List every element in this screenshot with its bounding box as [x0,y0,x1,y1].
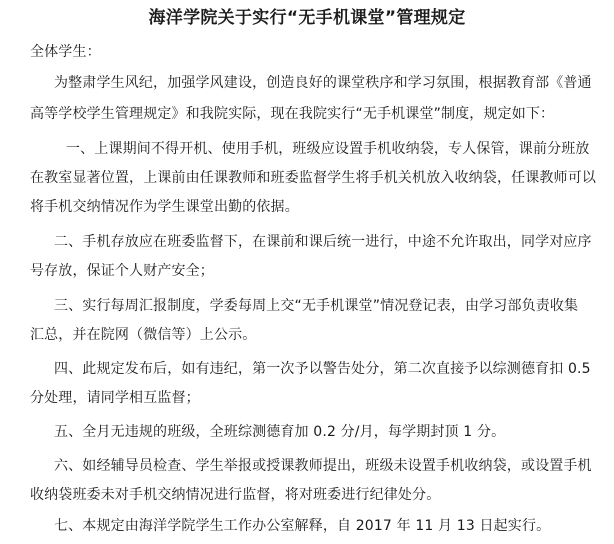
rule-1-line-2: 在教室显著位置，上课前由任课教师和班委监督学生将手机关机放入收纳袋，任课教师可以 [30,170,596,186]
rule-5-line-1: 五、全月无违规的班级，全班综测德育加 0.2 分/月，每学期封顶 1 分。 [54,424,506,440]
rule-3-line-1: 三、实行每周汇报制度，学委每周上交“无手机课堂”情况登记表，由学习部负责收集 [54,298,579,314]
rule-2-line-1: 二、手机存放应在班委监督下，在课前和课后统一进行，中途不允许取出，同学对应序 [54,234,592,250]
rule-4-line-2: 分处理，请同学相互监督； [30,390,200,406]
salutation: 全体学生： [30,44,101,60]
rule-4-line-1: 四、此规定发布后，如有违纪，第一次予以警告处分，第二次直接予以综测德育扣 0.5 [54,361,591,377]
rule-7-line-1: 七、本规定由海洋学院学生工作办公室解释，自 2017 年 11 月 13 日起实行。 [54,518,551,534]
rule-6-line-2: 收纳袋班委未对手机交纳情况进行监督，将对班委进行纪律处分。 [30,487,441,503]
intro-line-1: 为整肃学生风纪，加强学风建设，创造良好的课堂秩序和学习氛围，根据教育部《普通 [54,75,592,91]
rule-6-line-1: 六、如经辅导员检查、学生举报或授课教师提出，班级未设置手机收纳袋，或设置手机 [54,458,592,474]
rule-1-line-3: 将手机交纳情况作为学生课堂出勤的依据。 [30,199,299,215]
rule-2-line-2: 号存放，保证个人财产安全； [30,263,214,279]
document-title: 海洋学院关于实行“无手机课堂”管理规定 [148,8,466,28]
rule-1-line-1: 一、上课期间不得开机、使用手机，班级应设置手机收纳袋，专人保管，课前分班放 [66,141,590,157]
intro-line-2: 高等学校学生管理规定》和我院实际，现在我院实行“无手机课堂”制度，规定如下： [30,106,555,122]
rule-3-line-2: 汇总，并在院网（微信等）上公示。 [30,327,257,343]
